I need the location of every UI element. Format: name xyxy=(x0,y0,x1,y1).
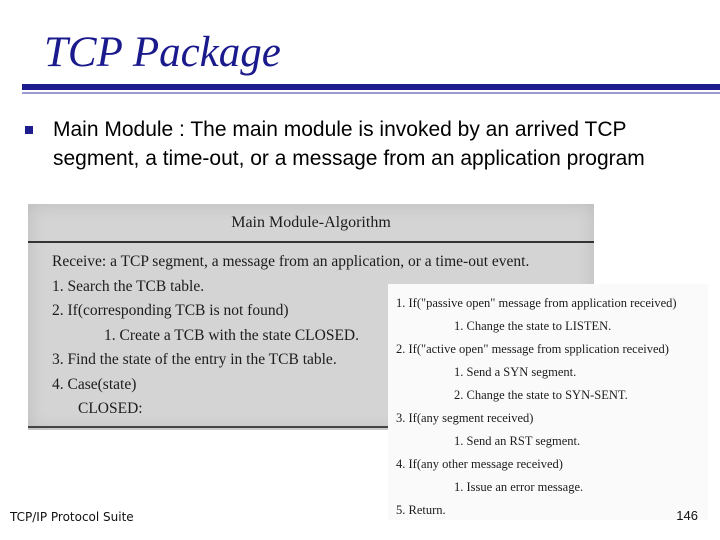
closed-case-line: 2. Change the state to SYN-SENT. xyxy=(454,388,628,402)
algorithm-line: Receive: a TCP segment, a message from an application, or a time-out event. xyxy=(52,253,530,270)
algorithm-line: CLOSED: xyxy=(78,400,143,417)
closed-case-line: 3. If(any segment received) xyxy=(396,411,534,425)
closed-case-line: 1. If("passive open" message from application received) xyxy=(396,296,677,310)
algorithm-line: 3. Find the state of the entry in the TCB table. xyxy=(52,351,337,368)
algorithm-line: 2. If(corresponding TCB is not found) xyxy=(52,302,289,319)
closed-case-scan-image xyxy=(388,284,708,520)
closed-case-line: 1. Send an RST segment. xyxy=(454,434,581,448)
algorithm-heading: Main Module-Algorithm xyxy=(231,214,391,231)
closed-case-line: 1. Change the state to LISTEN. xyxy=(454,319,612,333)
heading-divider xyxy=(28,241,594,243)
closed-case-line: 2. If("active open" message from spplication received) xyxy=(396,342,669,356)
slide-title: TCP Package xyxy=(44,29,281,76)
closed-case-line: 4. If(any other message received) xyxy=(396,457,563,471)
algorithm-line: 1. Create a TCB with the state CLOSED. xyxy=(104,326,359,344)
bullet-text: Main Module : The main module is invoked by an arrived TCP segment, a time-out, or a message from an application program xyxy=(53,118,645,170)
title-rule xyxy=(22,84,720,90)
closed-case-line: 1. Send a SYN segment. xyxy=(454,365,577,379)
closed-case-body xyxy=(396,292,712,522)
closed-case-line: 5. Return. xyxy=(396,503,446,517)
footer-source: TCP/IP Protocol Suite xyxy=(10,510,134,524)
page-number: 146 xyxy=(676,508,698,523)
closed-case-line: 1. Issue an error message. xyxy=(454,480,584,494)
bullet-marker xyxy=(25,126,33,134)
algorithm-line: 4. Case(state) xyxy=(52,375,137,393)
title-rule-thin xyxy=(22,92,720,94)
algorithm-line: 1. Search the TCB table. xyxy=(52,277,205,295)
